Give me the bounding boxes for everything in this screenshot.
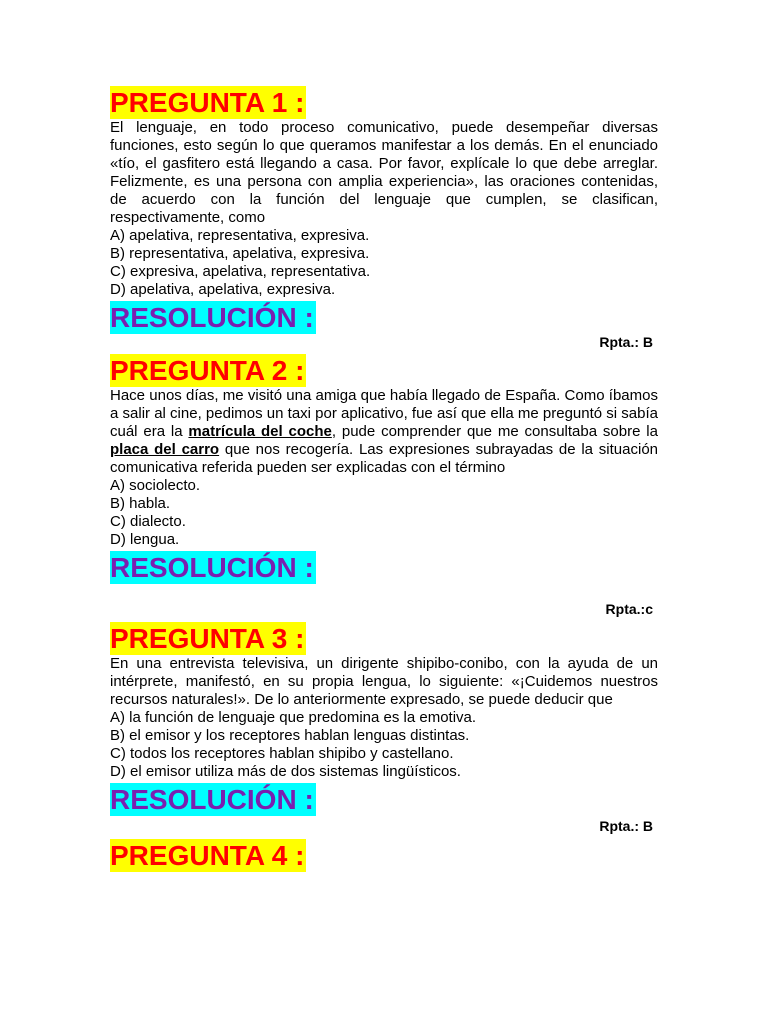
question-2 [110, 354, 658, 618]
question-1-option-b: B) representativa, apelativa, expresiva. [110, 245, 370, 262]
question-2-underline-2: placa del carro [110, 441, 220, 458]
question-3-option-d: D) el emisor utiliza más de dos sistemas lingüísticos. [110, 763, 461, 780]
question-1-heading: PREGUNTA 1 : [110, 87, 305, 118]
question-4-heading: PREGUNTA 4 : [110, 840, 305, 871]
question-1-option-c: C) expresiva, apelativa, representativa. [110, 263, 371, 280]
question-2-option-a: A) sociolecto. [110, 477, 201, 494]
question-2-text [110, 387, 658, 477]
question-4 [110, 839, 658, 872]
question-3 [110, 622, 658, 835]
question-2-option-b: B) habla. [110, 495, 171, 512]
question-3-option-b: B) el emisor y los receptores hablan lenguas distintas. [110, 727, 470, 744]
question-2-option-d: D) lengua. [110, 531, 180, 548]
question-3-resolution-heading: RESOLUCIÓN : [110, 784, 314, 815]
question-1-option-a: A) apelativa, representativa, expresiva. [110, 227, 370, 244]
question-2-heading: PREGUNTA 2 : [110, 355, 305, 386]
question-2-answer: Rpta.:c [605, 601, 653, 617]
question-2-text-part2: , pude comprender que me consultaba sobre la [331, 423, 658, 440]
question-1-resolution-heading: RESOLUCIÓN : [110, 302, 314, 333]
question-2-text-part1: Hace unos días, me visitó una amiga que había llegado de España. Como íbamos a salir al cine, pedimos un taxi por aplicativo, fue así que ella me preguntó si sabía cuál era la [110, 387, 658, 440]
question-2-text-part3: que nos recogería. Las expresiones subrayadas de la situación comunicativa referida pueden ser explicadas con el término [110, 441, 658, 476]
question-1-text: El lenguaje, en todo proceso comunicativo, puede desempeñar diversas funciones, esto según lo que queramos manifestar a los demás. En el enunciado «tío, el gasfitero está llegando a casa. Por favor, explícale lo que debe arreglar. Felizmente, es una persona con amplia experiencia», las oraciones contenidas, de acuerdo con la función del lenguaje que cumplen, se clasifican, respectivamente, como [110, 119, 658, 226]
question-3-option-c: C) todos los receptores hablan shipibo y castellano. [110, 745, 454, 762]
question-3-heading: PREGUNTA 3 : [110, 623, 305, 654]
question-2-option-c: C) dialecto. [110, 513, 186, 530]
document-page [110, 86, 658, 872]
question-2-underline-1: matrícula del coche [188, 423, 332, 440]
question-1-answer: Rpta.: B [599, 334, 653, 350]
question-1 [110, 86, 658, 351]
question-3-answer: Rpta.: B [599, 818, 653, 834]
question-3-option-a: A) la función de lenguaje que predomina es la emotiva. [110, 709, 477, 726]
question-1-option-d: D) apelativa, apelativa, expresiva. [110, 281, 336, 298]
question-3-text: En una entrevista televisiva, un dirigente shipibo-conibo, con la ayuda de un intérprete, manifestó, en su propia lengua, lo siguiente: «¡Cuidemos nuestros recursos naturales!». De lo anteriormente expresado, se puede deducir que [110, 655, 658, 708]
question-2-resolution-heading: RESOLUCIÓN : [110, 552, 314, 583]
